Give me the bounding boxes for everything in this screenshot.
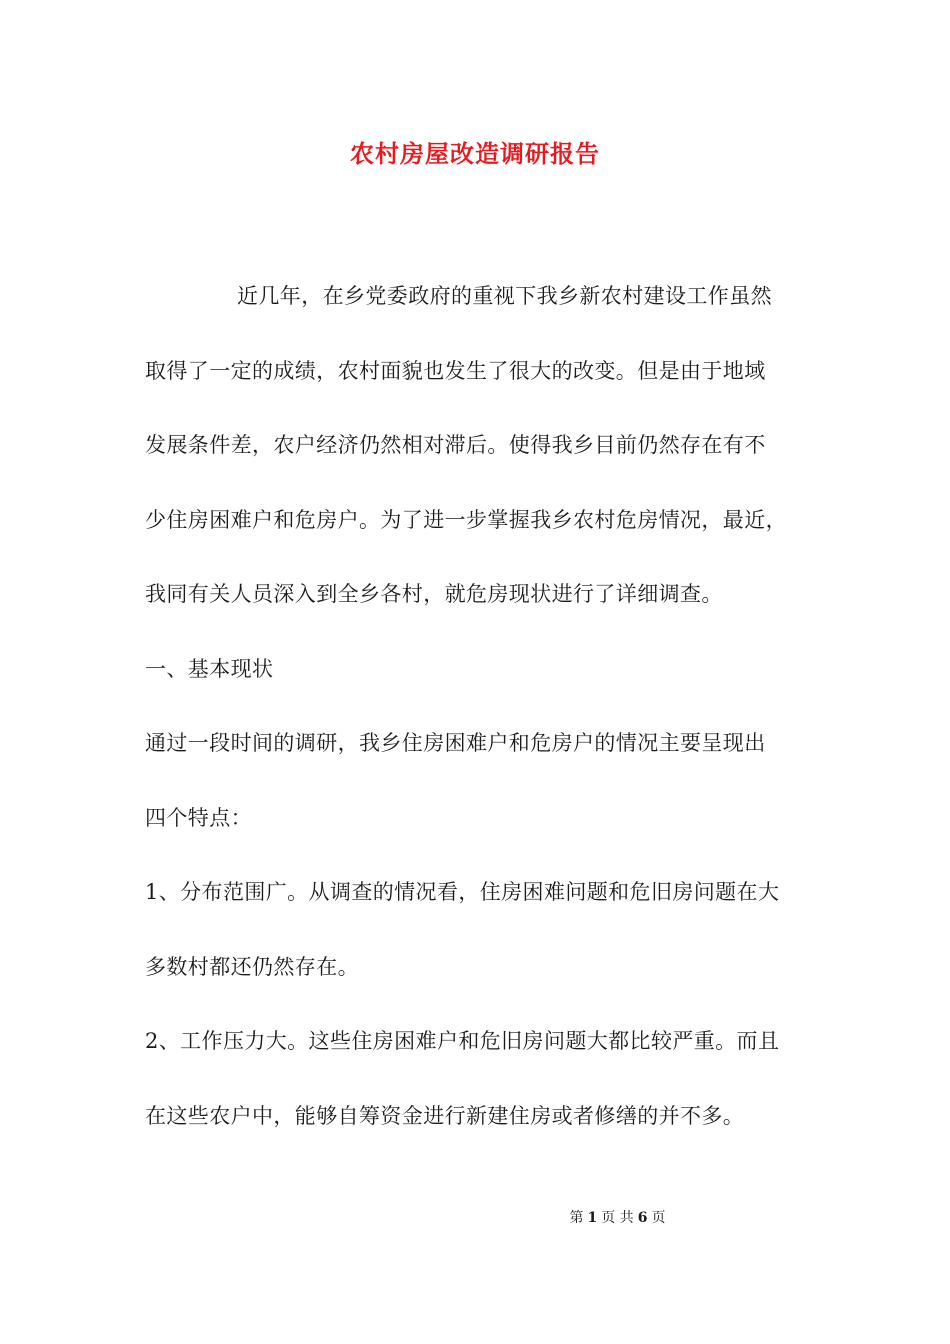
list-item-line: 1、分布范围广。从调查的情况看，住房困难问题和危旧房问题在大 xyxy=(145,880,780,904)
document-title: 农村房屋改造调研报告 xyxy=(350,139,600,168)
current-page-number: 1 xyxy=(587,1210,598,1226)
section-heading: 一、基本现状 xyxy=(145,656,274,681)
paragraph-line: 少住房困难户和危房户。为了进一步掌握我乡农村危房情况，最近， xyxy=(145,507,787,532)
paragraph-line: 取得了一定的成绩，农村面貌也发生了很大的改变。但是由于地域 xyxy=(145,358,766,383)
document-body xyxy=(145,275,825,1169)
total-pages-number: 6 xyxy=(637,1210,648,1226)
list-item-line: 2、工作压力大。这些住房困难户和危旧房问题大都比较严重。而且 xyxy=(145,1029,780,1053)
paragraph-line: 通过一段时间的调研，我乡住房困难户和危房户的情况主要呈现出 xyxy=(145,731,766,755)
paragraph-line: 我同有关人员深入到全乡各村，就危房现状进行了详细调查。 xyxy=(145,582,723,606)
footer-prefix: 第 xyxy=(569,1210,584,1226)
paragraph-line: 近几年，在乡党委政府的重视下我乡新农村建设工作虽然 xyxy=(237,284,772,308)
list-item-line: 多数村都还仍然存在。 xyxy=(145,954,359,979)
list-item-line: 在这些农户中，能够自筹资金进行新建住房或者修缮的并不多。 xyxy=(145,1103,745,1128)
paragraph-line: 发展条件差，农户经济仍然相对滞后。使得我乡目前仍然存在有不 xyxy=(145,433,766,457)
footer-suffix: 页 xyxy=(651,1210,666,1226)
paragraph-line: 四个特点： xyxy=(145,805,252,830)
footer-middle: 页 共 xyxy=(601,1210,634,1226)
page-number-footer xyxy=(0,1208,950,1228)
